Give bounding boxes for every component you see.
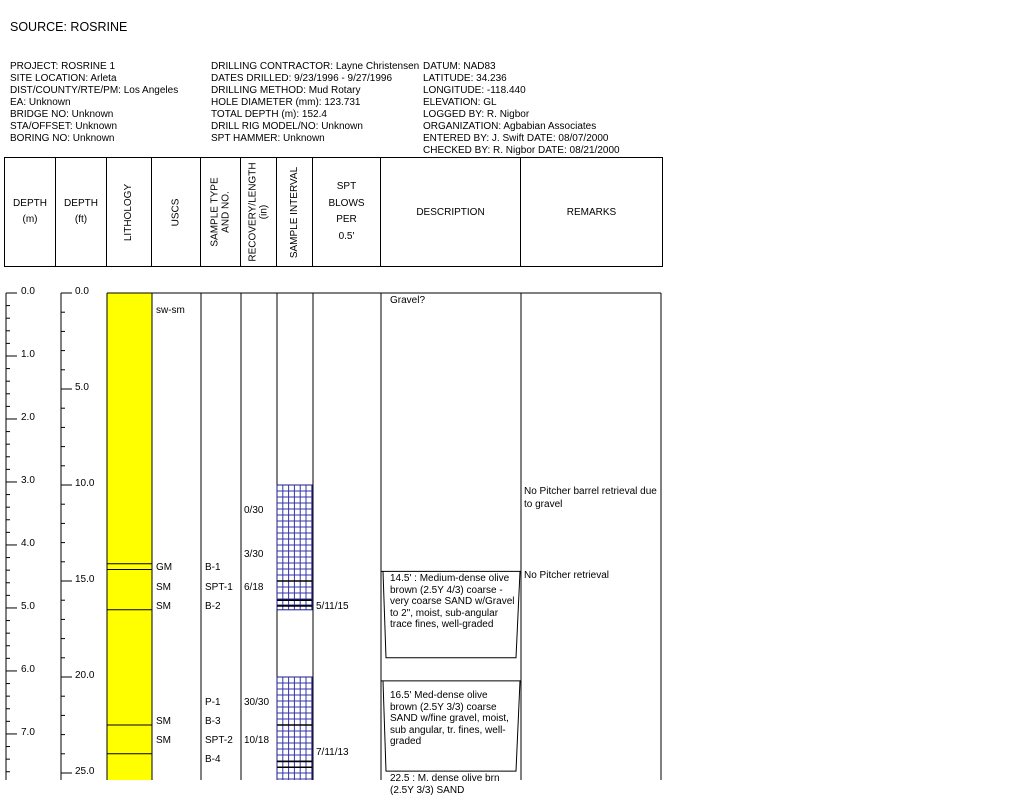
sample-label: B-4 [205,754,221,766]
elevation-field: ELEVATION: GL [423,97,497,108]
description-text: 14.5' : Medium-dense olive brown (2.5Y 4/3) coarse - very coarse SAND w/Gravel to 2", moist, sub-angular trace fines, well-graded [390,573,515,631]
uscs-label: SM [156,735,171,747]
header-spt: SPT BLOWS PER 0.5' [313,157,381,267]
depth-m-tick-label: 3.0 [21,474,35,486]
uscs-label: GM [156,562,173,574]
dates-drilled-field: DATES DRILLED: 9/23/1996 - 9/27/1996 [211,73,393,84]
sample-label: P-1 [205,696,221,708]
drilling-contractor-field: DRILLING CONTRACTOR: Layne Christensen [211,61,420,72]
header-description: DESCRIPTION [381,157,521,267]
remark-text: No Pitcher retrieval [524,570,610,582]
sta-offset-field: STA/OFFSET: Unknown [10,121,118,132]
depth-m-tick-label: 6.0 [21,663,35,675]
remark-text: No Pitcher barrel retrieval due to gravel [524,485,657,511]
longitude-field: LONGITUDE: -118.440 [423,85,526,96]
depth-ft-tick-label: 5.0 [75,382,89,393]
organization-field: ORGANIZATION: Agbabian Associates [423,121,597,132]
sample-label: SPT-1 [205,581,233,593]
depth-m-tick-label: 0.0 [21,286,35,297]
latitude-field: LATITUDE: 34.236 [423,73,507,84]
total-depth-field: TOTAL DEPTH (m): 152.4 [211,109,327,120]
drill-rig-field: DRILL RIG MODEL/NO: Unknown [211,121,363,132]
recovery-label: 30/30 [244,696,270,708]
header-recovery: RECOVERY/LENGTH (in) [241,157,277,267]
recovery-label: 0/30 [244,504,264,516]
datum-field: DATUM: NAD83 [423,61,496,72]
header-sample-interval: SAMPLE INTERVAL [277,157,313,267]
depth-ft-tick-label: 15.0 [75,574,95,585]
depth-m-tick-label: 2.0 [21,411,35,423]
uscs-label: sw-sm [156,305,185,317]
uscs-label: SM [156,600,171,612]
depth-m-tick-label: 7.0 [21,726,35,738]
drilling-method-field: DRILLING METHOD: Mud Rotary [211,85,361,96]
header-remarks: REMARKS [521,157,663,267]
header-sample-type: SAMPLE TYPE AND NO. [201,157,241,267]
recovery-label: 10/18 [244,735,270,747]
depth-ft-tick-label: 10.0 [75,478,95,489]
spt-blows-label: 7/11/13 [316,746,349,758]
spt-blows-label: 5/11/15 [316,600,349,612]
spt-hammer-field: SPT HAMMER: Unknown [211,133,325,144]
sample-label: B-2 [205,600,221,612]
sample-label: SPT-2 [205,735,233,747]
site-location-field: SITE LOCATION: Arleta [10,73,117,84]
hole-diameter-field: HOLE DIAMETER (mm): 123.731 [211,97,361,108]
depth-ft-tick-label: 25.0 [75,766,95,777]
bridge-no-field: BRIDGE NO: Unknown [10,109,114,120]
depth-m-tick-label: 1.0 [21,348,35,360]
recovery-label: 6/18 [244,581,264,593]
logged-by-field: LOGGED BY: R. Nigbor [423,109,530,120]
sample-label: B-3 [205,716,221,728]
depth-m-tick-label: 4.0 [21,537,35,549]
depth-ft-tick-label: 20.0 [75,670,95,681]
recovery-label: 3/30 [244,549,264,561]
description-text: Gravel? [390,294,426,306]
header-depth-m: DEPTH (m) [4,157,56,267]
description-text: 22.5 : M. dense olive brn (2.5Y 3/3) SAND [390,773,500,796]
header-uscs: USCS [152,157,201,267]
entered-by-field: ENTERED BY: J. Swift DATE: 08/07/2000 [423,133,609,144]
checked-by-field: CHECKED BY: R. Nigbor DATE: 08/21/2000 [423,145,620,156]
uscs-label: SM [156,581,171,593]
header-depth-ft: DEPTH (ft) [56,157,107,267]
depth-ft-tick-label: 0.0 [75,286,89,297]
uscs-label: SM [156,716,171,728]
depth-m-tick-label: 5.0 [21,600,35,612]
dist-county-field: DIST/COUNTY/RTE/PM: Los Angeles [10,85,179,96]
sample-label: B-1 [205,562,221,574]
ea-field: EA: Unknown [10,97,71,108]
source-title: SOURCE: ROSRINE [10,20,128,34]
lithology-fill [107,293,152,780]
project-field: PROJECT: ROSRINE 1 [10,61,116,72]
description-text: 16.5' Med-dense olive brown (2.5Y 3/3) coarse SAND w/fine gravel, moist, sub angular, tr. fines, well-graded [390,690,509,748]
boring-no-field: BORING NO: Unknown [10,133,115,144]
header-lithology: LITHOLOGY [107,157,152,267]
